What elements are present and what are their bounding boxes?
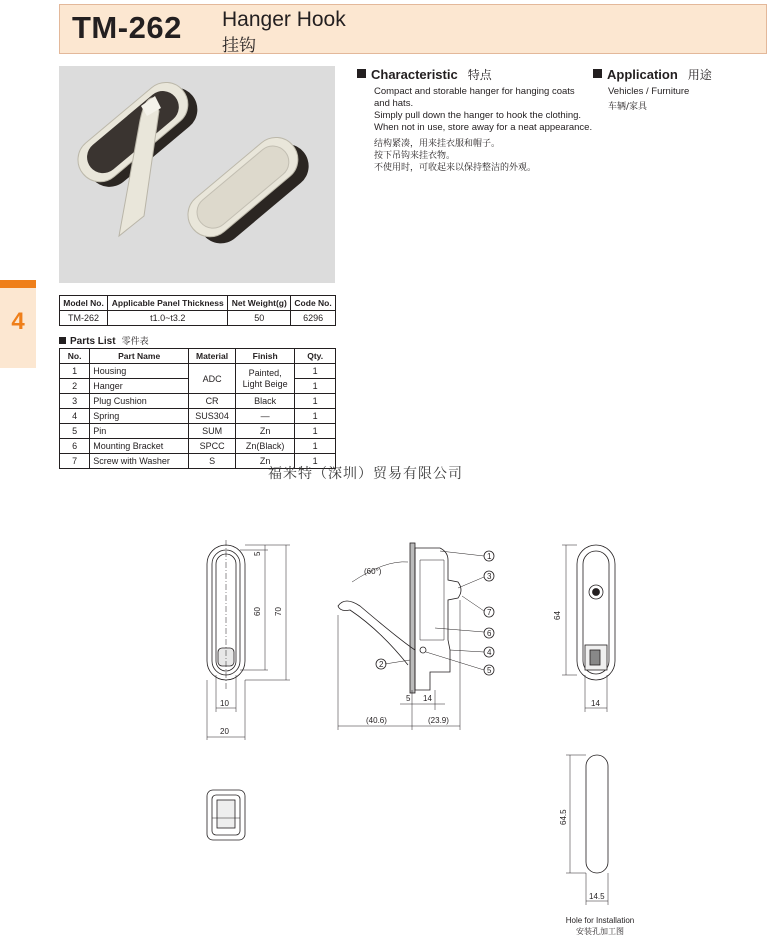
table-cell: TM-262 — [60, 311, 108, 326]
table-cell: 1 — [60, 364, 90, 379]
table-cell: 3 — [60, 394, 90, 409]
table-header-cell: Part Name — [90, 349, 189, 364]
table-cell: Plug Cushion — [90, 394, 189, 409]
table-cell: 7 — [60, 454, 90, 469]
dim-label: (40.6) — [366, 716, 387, 725]
table-cell: 6296 — [291, 311, 336, 326]
table-cell: Hanger — [90, 379, 189, 394]
table-cell: Housing — [90, 364, 189, 379]
table-cell: 4 — [60, 409, 90, 424]
hole-view — [559, 755, 608, 905]
table-cell: SUS304 — [189, 409, 236, 424]
table-cell: 1 — [295, 364, 336, 379]
parts-list-title: Parts List — [70, 336, 116, 347]
characteristic-line: Simply pull down the hanger to hook the clothing. — [374, 110, 582, 121]
characteristic-line-cn: 按下吊钩来挂衣物。 — [374, 151, 456, 161]
table-cell: t1.0~t3.2 — [108, 311, 228, 326]
table-cell: 6 — [60, 439, 90, 454]
table-header-cell: Applicable Panel Thickness — [108, 296, 228, 311]
table-cell: Spring — [90, 409, 189, 424]
table-cell: Screw with Washer — [90, 454, 189, 469]
callout-number: 1 — [487, 552, 492, 561]
table-cell: 1 — [295, 439, 336, 454]
product-title-cn: 挂钩 — [222, 36, 256, 56]
dim-label: 14 — [591, 699, 600, 708]
table-cell: Zn(Black) — [236, 439, 295, 454]
detail-view — [207, 790, 245, 840]
table-cell: ADC — [189, 364, 236, 394]
characteristic-line: and hats. — [374, 98, 414, 109]
side-view — [338, 543, 494, 730]
callout-number: 4 — [487, 648, 492, 657]
front-view — [207, 540, 290, 740]
table-header-cell: Code No. — [291, 296, 336, 311]
characteristic-heading-cn: 特点 — [467, 68, 492, 82]
dim-label: 20 — [220, 727, 229, 736]
application-heading-text: Application — [607, 67, 678, 82]
table-header-cell: Model No. — [60, 296, 108, 311]
table-cell: — — [236, 409, 295, 424]
dim-label: 64 — [553, 611, 562, 620]
table-header-cell: No. — [60, 349, 90, 364]
parts-list-title-cn: 零件表 — [121, 337, 149, 347]
characteristic-heading-text: Characteristic — [371, 67, 458, 82]
characteristic-line: Compact and storable hanger for hanging coats — [374, 86, 575, 97]
application-text: Vehicles / Furniture — [608, 86, 690, 97]
table-cell: 1 — [295, 409, 336, 424]
dim-label: 70 — [274, 607, 283, 616]
hole-caption-en: Hole for Installation — [565, 916, 635, 925]
model-number: TM-262 — [72, 10, 182, 45]
angle-label: (60°) — [364, 567, 382, 576]
dim-label: 10 — [220, 699, 229, 708]
table-cell: CR — [189, 394, 236, 409]
table-cell: Zn — [236, 454, 295, 469]
application-text-cn: 车辆/家具 — [608, 102, 648, 112]
chapter-number: 4 — [11, 308, 25, 335]
dim-label: (23.9) — [428, 716, 449, 725]
table-cell: 2 — [60, 379, 90, 394]
dim-label: 14 — [423, 694, 432, 703]
callout-number: 6 — [487, 629, 492, 638]
characteristic-line-cn: 结构紧凑，用来挂衣服和帽子。 — [374, 139, 501, 149]
table-cell: 1 — [295, 454, 336, 469]
table-cell: 1 — [295, 394, 336, 409]
table-cell: Zn — [236, 424, 295, 439]
dim-label: 5 — [253, 551, 262, 556]
table-header-cell: Material — [189, 349, 236, 364]
hole-caption-cn: 安装孔加工图 — [576, 927, 624, 936]
characteristic-line: When not in use, store away for a neat appearance. — [374, 122, 593, 133]
dim-label: 5 — [406, 694, 411, 703]
watermark: 福米特（深圳）贸易有限公司 — [268, 466, 463, 482]
product-title: Hanger Hook — [222, 8, 346, 31]
table-cell: Mounting Bracket — [90, 439, 189, 454]
back-view — [553, 545, 615, 712]
callout-number: 2 — [379, 660, 384, 669]
table-cell: Pin — [90, 424, 189, 439]
table-cell: 50 — [228, 311, 291, 326]
callout-number: 5 — [487, 666, 492, 675]
table-header-cell: Finish — [236, 349, 295, 364]
table-cell: SPCC — [189, 439, 236, 454]
hole-caption — [540, 915, 660, 937]
table-cell: Painted, Light Beige — [236, 364, 295, 394]
table-cell: SUM — [189, 424, 236, 439]
callout-number: 7 — [487, 608, 492, 617]
table-header-cell: Qty. — [295, 349, 336, 364]
table-cell: 1 — [295, 379, 336, 394]
dim-label: 64.5 — [559, 809, 568, 825]
dim-label: 60 — [253, 607, 262, 616]
table-cell: Black — [236, 394, 295, 409]
table-cell: 1 — [295, 424, 336, 439]
application-heading-cn: 用途 — [687, 68, 712, 82]
callout-number: 3 — [487, 572, 492, 581]
characteristic-line-cn: 不使用时，可收起来以保持整洁的外观。 — [374, 163, 537, 173]
table-header-cell: Net Weight(g) — [228, 296, 291, 311]
dim-label: 14.5 — [589, 892, 605, 901]
table-cell: 5 — [60, 424, 90, 439]
table-cell: S — [189, 454, 236, 469]
